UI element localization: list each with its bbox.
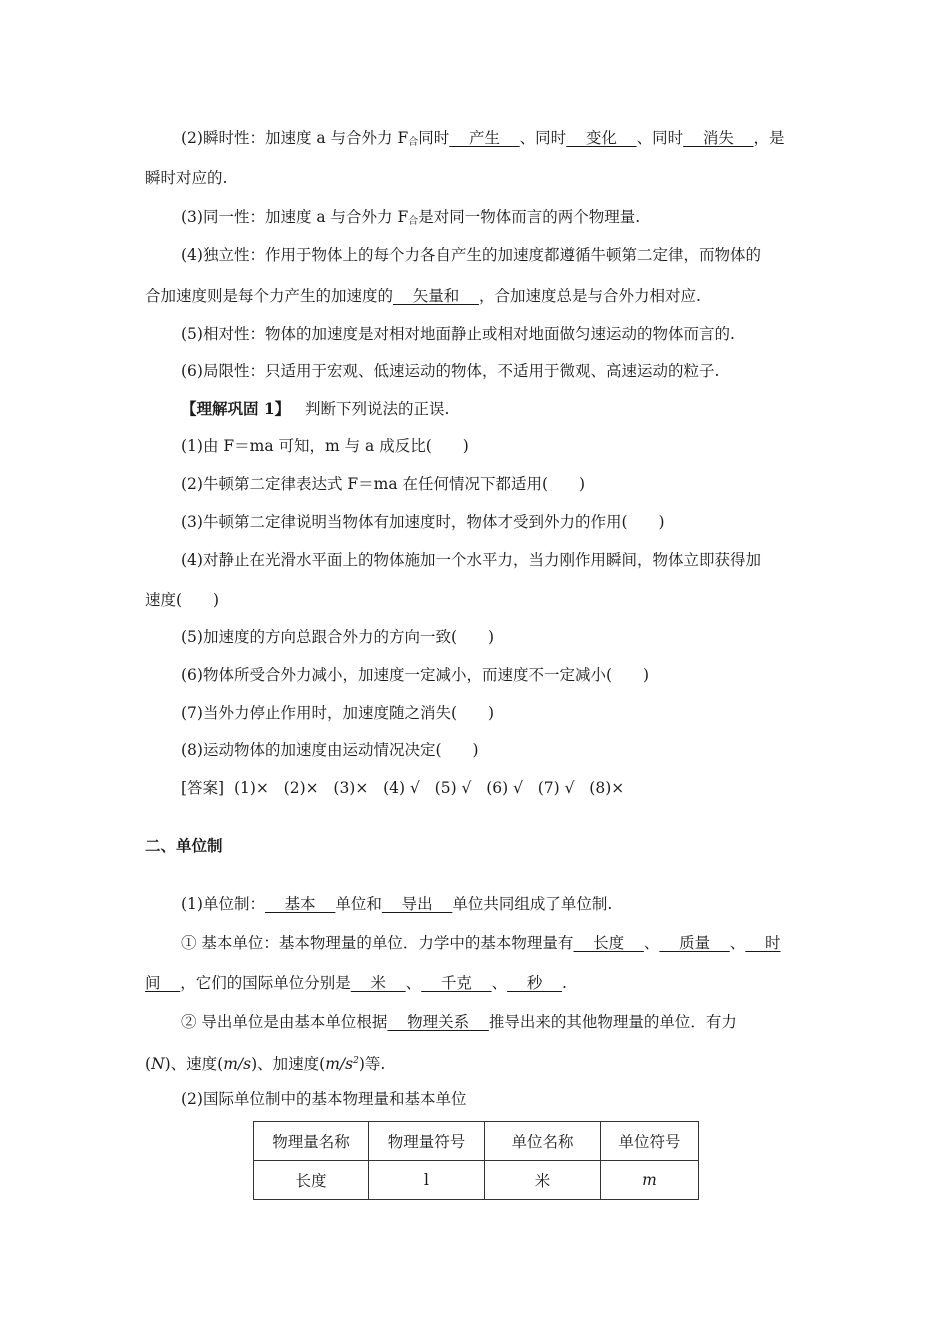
si-units-table <box>253 1121 699 1200</box>
text: 、 <box>729 934 746 952</box>
text: 、 <box>405 974 422 992</box>
exercise-item: (7)当外力停止作用时，加速度随之消失( ) <box>181 704 495 722</box>
paragraph-derived-units-cont <box>145 1051 385 1074</box>
table-header-cell: 物理量名称 <box>254 1122 369 1161</box>
exercise-item: (6)物体所受合外力减小，加速度一定减小，而速度不一定减小( ) <box>181 666 650 684</box>
fill-blank: 时 <box>745 934 781 952</box>
text: ，它们的国际单位分别是 <box>180 974 351 992</box>
paragraph-base-units-cont <box>145 973 567 993</box>
paragraph-base-units <box>181 933 781 953</box>
text: . <box>562 974 567 992</box>
table-row <box>254 1161 699 1200</box>
unit-symbol: m/s <box>223 1055 252 1073</box>
text: ② 导出单位是由基本单位根据 <box>181 1013 388 1031</box>
exercise-heading <box>181 399 449 419</box>
text: (1)单位制： <box>181 895 265 913</box>
exercise-item: (4)对静止在光滑水平面上的物体施加一个水平力，当力刚作用瞬间，物体立即获得加 <box>181 551 761 569</box>
paragraph-independence-cont <box>145 286 701 306</box>
paragraph-si-table-caption: (2)国际单位制中的基本物理量和基本单位 <box>181 1090 467 1108</box>
fill-blank: 千克 <box>421 974 492 992</box>
table-cell: m <box>601 1161 699 1200</box>
table-cell: 米 <box>485 1161 601 1200</box>
fill-blank: 矢量和 <box>393 287 479 305</box>
text: 单位和 <box>335 895 382 913</box>
table-cell: l <box>369 1161 485 1200</box>
text: 、 <box>643 934 660 952</box>
text: 合加速度则是每个力产生的加速度的 <box>145 287 394 305</box>
table-cell: 长度 <box>254 1161 369 1200</box>
table-header-row <box>254 1122 699 1161</box>
superscript: 2 <box>353 1056 359 1066</box>
text: 、 <box>491 974 508 992</box>
paragraph-limitation: (6)局限性：只适用于宏观、低速运动的物体，不适用于微观、高速运动的粒子. <box>181 362 720 380</box>
text: 单位共同组成了单位制. <box>452 895 613 913</box>
paragraph-unit-system <box>181 894 612 914</box>
fill-blank: 产生 <box>449 129 520 147</box>
section-heading: 二、单位制 <box>145 836 223 855</box>
text: 同时 <box>418 129 450 147</box>
fill-blank: 长度 <box>573 934 644 952</box>
paragraph-relativity: (5)相对性：物体的加速度是对相对地面静止或相对地面做匀速运动的物体而言的. <box>181 325 735 343</box>
exercise-item: (5)加速度的方向总跟合外力的方向一致( ) <box>181 628 495 646</box>
fill-blank: 基本 <box>264 895 336 913</box>
fill-blank: 间 <box>145 974 181 992</box>
exercise-item: (1)由 F＝ma 可知，m 与 a 成反比( ) <box>181 437 469 455</box>
paragraph-derived-units <box>181 1012 737 1032</box>
fill-blank: 导出 <box>381 895 453 913</box>
text: 、同时 <box>636 129 684 147</box>
subscript: 合 <box>408 137 419 148</box>
table-header-cell: 单位名称 <box>485 1122 601 1161</box>
exercise-item: (2)牛顿第二定律表达式 F＝ma 在任何情况下都适用( ) <box>181 475 586 493</box>
exercise-item-cont: 速度( ) <box>145 591 220 609</box>
paragraph-independence: (4)独立性：作用于物体上的每个力各自产生的加速度都遵循牛顿第二定律，而物体的 <box>181 246 761 264</box>
text: )、速度( <box>164 1055 224 1073</box>
unit-symbol: m/s <box>325 1055 354 1073</box>
text: 是对同一物体而言的两个物理量. <box>418 208 641 226</box>
table-header-cell: 物理量符号 <box>369 1122 485 1161</box>
exercise-item: (3)牛顿第二定律说明当物体有加速度时，物体才受到外力的作用( ) <box>181 513 665 531</box>
paragraph-instantaneity-cont: 瞬时对应的. <box>145 169 228 187</box>
table-header-cell: 单位符号 <box>601 1122 699 1161</box>
fill-blank: 变化 <box>566 129 637 147</box>
text: 推导出来的其他物理量的单位．有力 <box>488 1013 737 1031</box>
text: ① 基本单位：基本物理量的单位．力学中的基本物理量有 <box>181 934 574 952</box>
unit-symbol: N <box>151 1055 165 1073</box>
answer-line: [答案] (1)× (2)× (3)× (4) √ (5) √ (6) √ (7) √ (8)× <box>181 779 625 797</box>
exercise-prompt: 判断下列说法的正误. <box>304 400 450 418</box>
text: (3)同一性：加速度 a 与合外力 F <box>181 208 409 226</box>
text: (2)瞬时性：加速度 a 与合外力 F <box>181 129 409 147</box>
fill-blank: 秒 <box>507 974 563 992</box>
fill-blank: 物理关系 <box>387 1013 489 1031</box>
text: ，合加速度总是与合外力相对应. <box>478 287 701 305</box>
fill-blank: 米 <box>350 974 406 992</box>
paragraph-identity <box>181 207 640 232</box>
text: ( <box>145 1055 152 1073</box>
text: ，是 <box>753 129 785 147</box>
text: )等. <box>358 1055 386 1073</box>
fill-blank: 消失 <box>683 129 754 147</box>
fill-blank: 质量 <box>659 934 730 952</box>
subscript: 合 <box>408 216 419 227</box>
paragraph-instantaneity <box>181 128 785 153</box>
text: 、同时 <box>519 129 567 147</box>
text: )、加速度( <box>251 1055 326 1073</box>
exercise-item: (8)运动物体的加速度由运动情况决定( ) <box>181 741 479 759</box>
exercise-title: 【理解巩固 1】 <box>181 399 291 418</box>
